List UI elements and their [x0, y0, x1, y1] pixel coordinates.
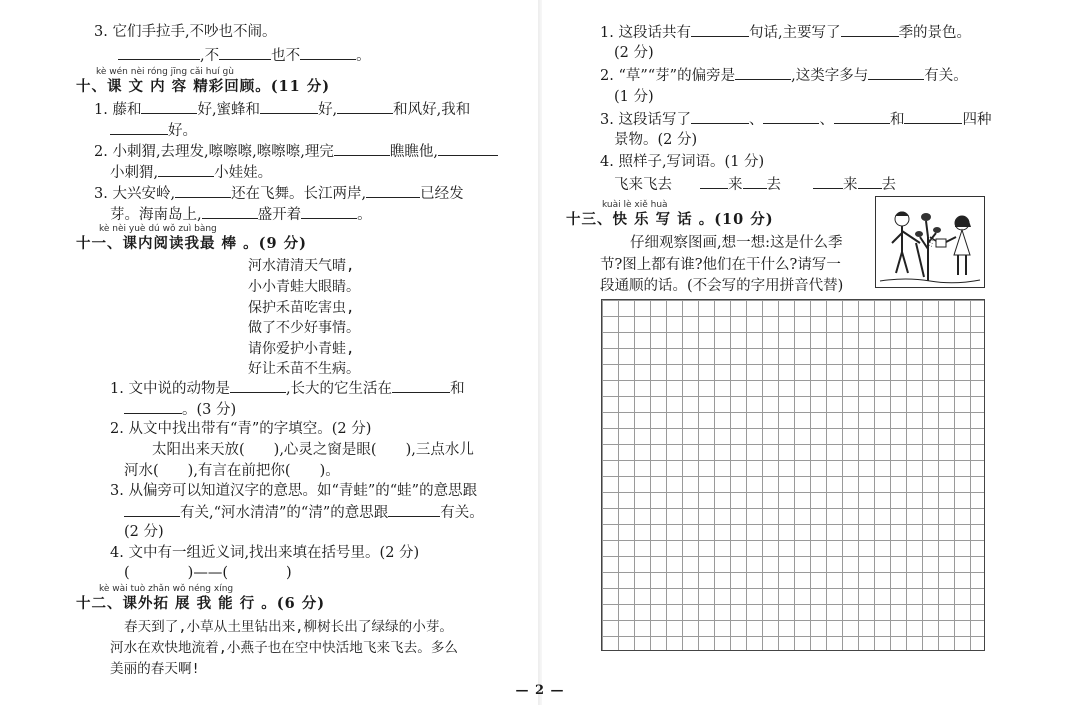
answer-blank[interactable]: [175, 183, 231, 198]
answer-blank[interactable]: [230, 378, 286, 393]
answer-blank[interactable]: [438, 141, 498, 156]
answer-blank[interactable]: [118, 45, 200, 60]
question-line: 太阳出来天放( ),心灵之窗是眼( ),三点水儿: [152, 442, 474, 458]
answer-blank[interactable]: [691, 109, 749, 124]
question-line: 3. 这段话写了 、 、 和 四种: [600, 109, 991, 130]
answer-blank[interactable]: [763, 109, 819, 124]
answer-blank[interactable]: [735, 65, 791, 80]
answer-blank[interactable]: [301, 204, 357, 219]
answer-blank[interactable]: [158, 162, 214, 177]
question-line: 1. 藤和 好,蜜蜂和 好, 和风好,我和: [94, 99, 470, 120]
question-line: 河水( ),有言在前把你( )。: [124, 463, 340, 479]
question-line: 1. 这段话共有 句话,主要写了 季的景色。: [600, 22, 971, 43]
section-pinyin: kuài lè xiě huà: [602, 200, 668, 210]
answer-blank[interactable]: [300, 45, 356, 60]
passage-line: 河水在欢快地流着,小燕子也在空中快活地飞来飞去。多么: [110, 640, 459, 656]
poem-line: 请你爱护小青蛙,: [248, 341, 355, 357]
answer-blank[interactable]: [124, 399, 182, 414]
answer-blank[interactable]: [366, 183, 420, 198]
question-line: 4. 文中有一组近义词,找出来填在括号里。(2 分): [110, 545, 420, 561]
children-watering-tree-illustration: [875, 196, 985, 288]
section-title: 十、课 文 内 容 精彩回顾。(11 分): [76, 78, 331, 95]
prompt-line: 节?图上都有谁?他们在干什么?请写一: [600, 257, 841, 273]
question-line: 2. “草”“芽”的偏旁是 ,这类字多与 有关。: [600, 65, 968, 86]
question-line: 芽。海南岛上, 盛开着 。: [110, 204, 372, 225]
question-line: (1 分): [614, 89, 654, 105]
prompt-line: 段通顺的话。(不会写的字用拼音代替): [600, 278, 844, 294]
poem-line: 做了不少好事情。: [248, 320, 360, 336]
answer-blank[interactable]: [202, 204, 258, 219]
passage-line: 美丽的春天啊!: [110, 661, 200, 677]
illustration-drawing: [876, 197, 984, 287]
prompt-line: 仔细观察图画,想一想:这是什么季: [630, 235, 843, 251]
section-title: 十三、快 乐 写 话 。(10 分): [566, 211, 774, 228]
question-line: 3. 大兴安岭, 还在飞舞。长江两岸, 已经发: [94, 183, 464, 204]
question-line: 3. 从偏旁可以知道汉字的意思。如“青蛙”的“蛙”的意思跟: [110, 483, 478, 499]
answer-blank[interactable]: [868, 65, 924, 80]
section-title: 十一、课内阅读我最 棒 。(9 分): [76, 235, 307, 252]
section-pinyin: kè wén nèi róng jīng cǎi huí gù: [96, 67, 234, 77]
page-gutter: [538, 0, 542, 705]
answer-blank[interactable]: [841, 22, 899, 37]
answer-blank[interactable]: [141, 99, 197, 114]
question-line: 2. 从文中找出带有“青”的字填空。(2 分): [110, 421, 372, 437]
poem-line: 保护禾苗吃害虫,: [248, 300, 355, 316]
answer-blank[interactable]: [700, 174, 728, 189]
answer-blank[interactable]: [392, 378, 450, 393]
section-pinyin: kè nèi yuè dú wǒ zuì bàng: [99, 224, 217, 234]
answer-blank[interactable]: [691, 22, 749, 37]
poem-line: 小小青蛙大眼睛。: [248, 279, 360, 295]
answer-blank[interactable]: [813, 174, 843, 189]
question-line: 4. 照样子,写词语。(1 分): [600, 154, 765, 170]
poem-line: 河水清清天气晴,: [248, 258, 355, 274]
answer-blank[interactable]: [334, 141, 390, 156]
question-line: 飞来飞去 来 去 来 去: [614, 174, 896, 195]
answer-blank[interactable]: [124, 502, 180, 517]
answer-blank[interactable]: [260, 99, 318, 114]
section-pinyin: kè wài tuò zhǎn wǒ néng xíng: [99, 584, 234, 594]
question-line: 有关,“河水清清”的“清”的意思跟 有关。: [124, 502, 484, 523]
question-line: 好。: [110, 120, 197, 141]
answer-blank[interactable]: [834, 109, 890, 124]
page-number: — 2 —: [515, 683, 565, 698]
question-line: 小刺猬, 小娃娃。: [110, 162, 272, 183]
answer-blank[interactable]: [743, 174, 767, 189]
passage-line: 春天到了,小草从土里钻出来,柳树长出了绿绿的小芽。: [124, 619, 454, 635]
question-line: 景物。(2 分): [614, 132, 698, 148]
answer-blank[interactable]: [388, 502, 440, 517]
writing-grid[interactable]: [601, 299, 985, 651]
answer-brackets[interactable]: ( )——( ): [124, 565, 292, 581]
question-line: 。(3 分): [124, 399, 236, 420]
question-line: ,不 也不 。: [118, 45, 371, 66]
answer-blank[interactable]: [337, 99, 393, 114]
answer-blank[interactable]: [219, 45, 271, 60]
question-line: 1. 文中说的动物是 ,长大的它生活在 和: [110, 378, 465, 399]
poem-line: 好让禾苗不生病。: [248, 361, 360, 377]
section-title: 十二、课外拓 展 我 能 行 。(6 分): [76, 595, 326, 612]
question-line: 3. 它们手拉手,不吵也不闹。: [94, 24, 277, 40]
question-line: (2 分): [124, 524, 164, 540]
answer-blank[interactable]: [858, 174, 882, 189]
question-line: (2 分): [614, 45, 654, 61]
answer-blank[interactable]: [110, 120, 168, 135]
question-line: 2. 小刺猬,去理发,嚓嚓嚓,嚓嚓嚓,理完 瞧瞧他,: [94, 141, 498, 162]
answer-blank[interactable]: [904, 109, 962, 124]
